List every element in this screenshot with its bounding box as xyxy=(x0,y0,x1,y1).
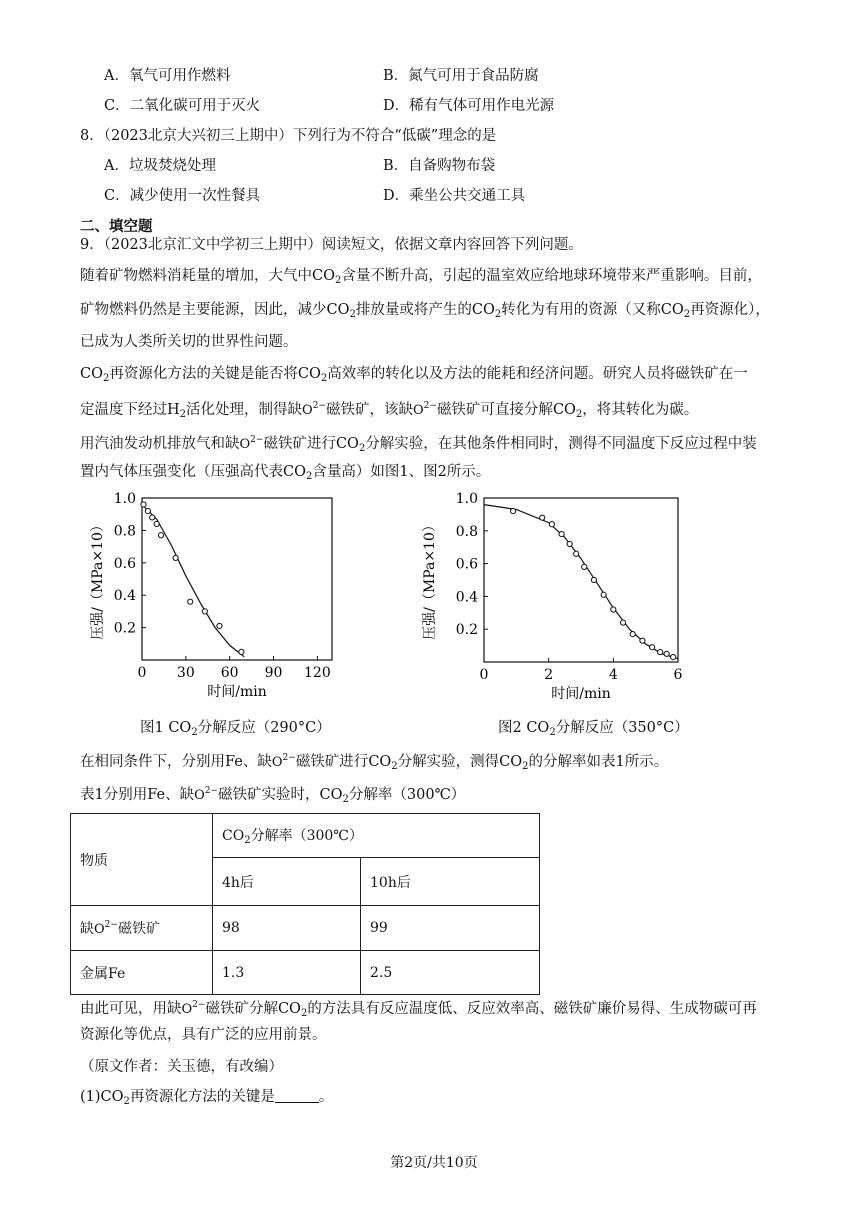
data-point xyxy=(559,531,564,536)
data-point xyxy=(150,515,155,520)
data-point xyxy=(591,577,596,582)
header-substance: 物质 xyxy=(71,814,213,906)
data-table xyxy=(70,813,540,995)
data-point xyxy=(582,564,587,569)
x-tick-label: 0 xyxy=(479,667,489,683)
y-tick-label: 0.2 xyxy=(455,622,478,639)
data-point xyxy=(601,592,606,597)
figure-2-chart xyxy=(418,488,694,700)
answer-blank[interactable] xyxy=(275,1088,319,1103)
data-point xyxy=(173,555,178,560)
q9-paragraph1-line1: 随着矿物燃料消耗量的增加，大气中$CO_2$含量不断升高，引起的温室效应给地球环境带来严重影响。目前， xyxy=(80,268,762,286)
y-tick-label: 1.0 xyxy=(455,491,478,507)
data-point xyxy=(567,541,572,546)
data-point xyxy=(154,521,159,526)
data-point xyxy=(188,599,193,604)
figure-1-ylabel: 压强/（MPa×10） xyxy=(90,518,106,640)
table-row xyxy=(71,951,540,995)
page-number: 第2页/共10页 xyxy=(390,1155,478,1171)
x-tick-label: 90 xyxy=(264,665,283,681)
x-tick-label: 120 xyxy=(304,665,331,681)
x-tick-label: 4 xyxy=(608,667,618,683)
q9-paragraph4: 在相同条件下，分别用Fe、缺$O^{2-}$磁铁矿进行$CO_2$分解实验，测得$CO_2$的分解率如表1所示。 xyxy=(80,753,669,772)
y-tick-label: 0.6 xyxy=(113,555,136,572)
figure-1-caption: 图1 $CO_2$分解反应（290°C） xyxy=(140,720,331,738)
q9-paragraph2-line1: $CO_2$再资源化方法的关键是能否将$CO_2$高效率的转化以及方法的能耗和经济问题。研究人员将磁铁矿在一 xyxy=(80,366,748,384)
data-point xyxy=(630,632,635,637)
q8-stem: 8．（2023北京大兴初三上期中）下列行为不符合“低碳”理念的是 xyxy=(80,128,497,144)
figure-1-xlabel: 时间/min xyxy=(207,684,267,700)
source-note: （原文作者：关玉德，有改编） xyxy=(80,1059,283,1075)
y-tick-label: 0.8 xyxy=(113,523,136,540)
x-tick-label: 30 xyxy=(176,665,195,681)
q9-subquestion-1: $(1)CO_2$再资源化方法的关键是 。 xyxy=(80,1089,334,1107)
data-point xyxy=(650,645,655,650)
q9-paragraph1-line2: 矿物燃料仍然是主要能源，因此，减少$CO_2$排放量或将产生的$CO_2$转化为有用的资源（又称$CO_2$再资源化）， xyxy=(80,302,770,320)
y-tick-label: 0.4 xyxy=(113,588,136,605)
y-tick-label: 0.2 xyxy=(113,620,136,637)
row-4h-value: 1.3 xyxy=(213,951,361,995)
q7-option-d: D．稀有气体可用作电光源 xyxy=(383,98,555,114)
data-point xyxy=(658,650,663,655)
row-10h-value: 2.5 xyxy=(361,951,540,995)
q7-option-c: C．二氧化碳可用于灭火 xyxy=(104,98,261,114)
q9-paragraph5-line1: 由此可见，用缺$O^{2-}$磁铁矿分解$CO_2$的方法具有反应温度低、反应效率高、磁铁矿廉价易得、生成物碳可再 xyxy=(80,1000,757,1019)
q8-option-a: A．垃圾焚烧处理 xyxy=(104,158,216,174)
table-title: 表1分别用Fe、缺$O^{2-}$磁铁矿实验时，$CO_2$分解率（300℃） xyxy=(80,786,466,805)
header-4h: 4h后 xyxy=(213,858,361,906)
row-4h-value: 98 xyxy=(213,906,361,951)
header-10h: 10h后 xyxy=(361,858,540,906)
x-tick-label: 0 xyxy=(137,665,147,681)
row-substance: 缺$O^{2-}$磁铁矿 xyxy=(71,906,213,951)
q8-option-d: D．乘坐公共交通工具 xyxy=(383,188,526,204)
data-point xyxy=(217,623,222,628)
data-point xyxy=(202,609,207,614)
q9-paragraph5-line2: 资源化等优点，具有广泛的应用前景。 xyxy=(80,1027,327,1043)
x-tick-label: 6 xyxy=(673,667,683,683)
q8-option-c: C．减少使用一次性餐具 xyxy=(104,188,261,204)
table-row xyxy=(71,906,540,951)
data-point xyxy=(620,620,625,625)
figure-2-caption: 图2 $CO_2$分解反应（350°C） xyxy=(498,720,689,738)
y-tick-label: 0.6 xyxy=(455,556,478,573)
q9-paragraph2-line2: 定温度下经过$H_2$活化处理，制得缺$O^{2-}$磁铁矿，该缺$O^{2-}$磁铁矿可直接分解$CO_2$，将其转化为碳。 xyxy=(80,401,699,420)
data-point xyxy=(540,515,545,520)
q9-paragraph3-line2: 置内气体压强变化（压强高代表$CO_2$含量高）如图1、图2所示。 xyxy=(80,464,491,482)
figure-1-chart xyxy=(76,488,346,700)
data-point xyxy=(574,551,579,556)
y-tick-label: 0.8 xyxy=(455,523,478,540)
data-point xyxy=(158,533,163,538)
data-point xyxy=(664,651,669,656)
y-tick-label: 1.0 xyxy=(113,491,136,507)
figure-2-xlabel: 时间/min xyxy=(551,686,611,700)
q9-paragraph1-line3: 已成为人类所关切的世界性问题。 xyxy=(80,334,298,350)
data-point xyxy=(611,607,616,612)
figure-2-fit-curve xyxy=(484,505,678,659)
x-tick-label: 60 xyxy=(220,665,239,681)
q9-paragraph3-line1: 用汽油发动机排放气和缺$O^{2-}$磁铁矿进行$CO_2$分解实验，在其他条件相同时，测得不同温度下反应过程中装 xyxy=(80,435,757,454)
figure-1-fit-curve xyxy=(142,505,244,657)
data-point xyxy=(549,522,554,527)
x-tick-label: 2 xyxy=(544,667,554,683)
section-title: 二、填空题 xyxy=(80,219,153,235)
row-10h-value: 99 xyxy=(361,906,540,951)
data-point xyxy=(511,509,516,514)
q7-option-a: A．氧气可用作燃料 xyxy=(104,68,231,84)
data-point xyxy=(141,502,146,507)
y-tick-label: 0.4 xyxy=(455,589,478,606)
q9-stem: 9．（2023北京汇文中学初三上期中）阅读短文，依据文章内容回答下列问题。 xyxy=(80,237,583,253)
data-point xyxy=(640,638,645,643)
figure-2-ylabel: 压强/（MPa×10） xyxy=(422,518,438,640)
data-point xyxy=(671,654,676,659)
data-point xyxy=(145,508,150,513)
data-point xyxy=(239,649,244,654)
header-decomposition-rate: $CO_2$分解率（300℃） xyxy=(213,814,540,858)
row-substance: 金属Fe xyxy=(71,951,213,995)
q7-option-b: B．氮气可用于食品防腐 xyxy=(383,68,539,84)
q8-option-b: B．自备购物布袋 xyxy=(383,158,496,174)
